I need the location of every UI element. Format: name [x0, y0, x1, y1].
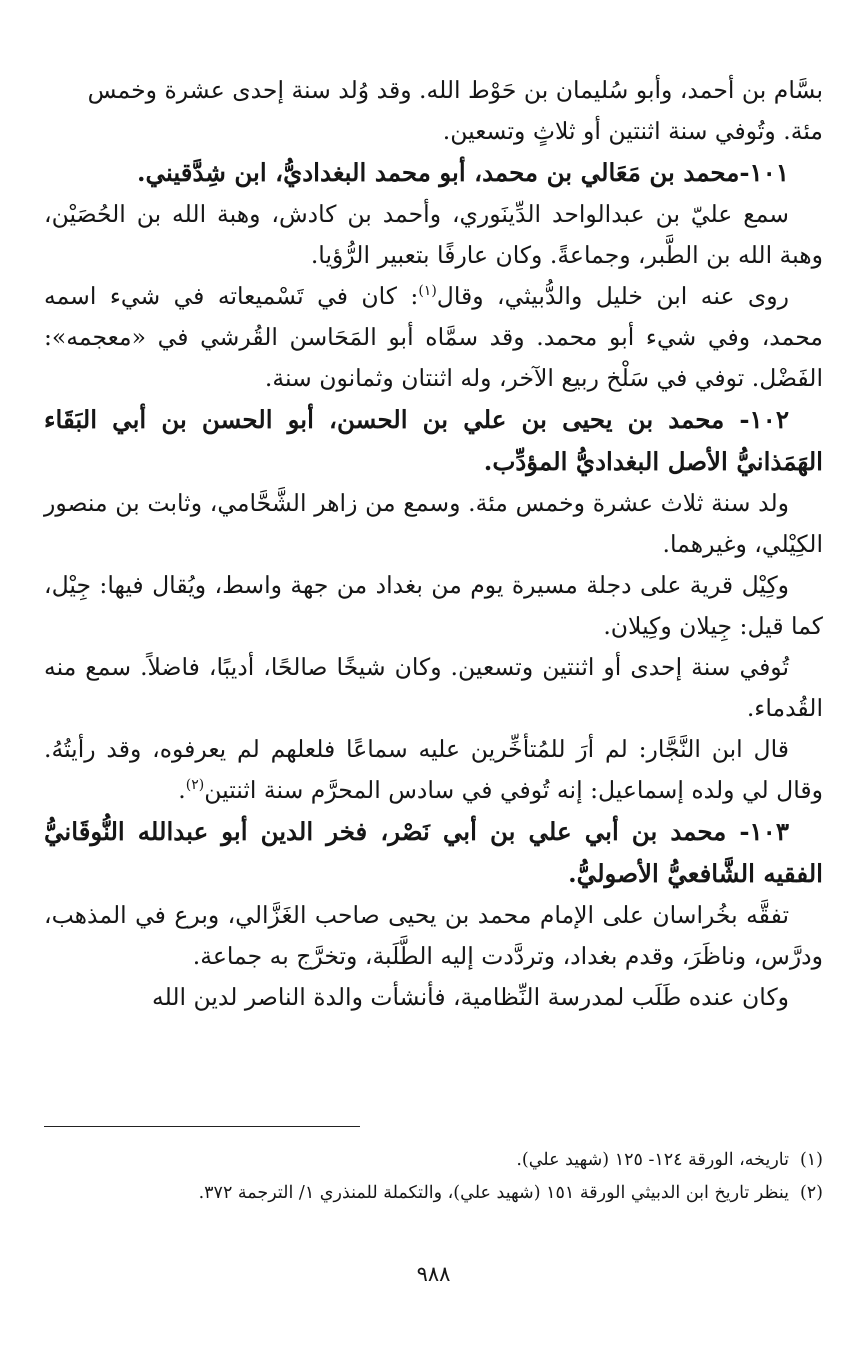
entry-102-paragraph-4-start: قال ابن النَّجَّار: لم أرَ للمُتأخِّرين عليه سماعًا فلعلهم لم يعرفوه، وقد رأيتُهُ. وقال لي ولده إسماعيل: إنه تُوفي في سادس المحرَّم سنة اثنتين: [44, 735, 823, 804]
entry-102-paragraph-4-end: .: [178, 776, 186, 804]
entry-103-heading: ١٠٣- محمد بن أبي علي بن أبي نَصْر، فخر الدين أبو عبدالله النُّوقَانيُّ الفقيه الشَّافعيُّ الأصوليُّ.: [44, 817, 823, 888]
footnote-reference-1[interactable]: (١): [418, 283, 437, 300]
footnote-divider: [44, 1126, 360, 1127]
entry-101-paragraph-2-end: : كان في تَسْميعاته في شيء اسمه محمد، وفي شيء أبو محمد. وقد سمَّاه أبو المَحَاسن القُرشي في «معجمه»: الفَضْل. توفي في سَلْخ ربيع الآخر، وله اثنتان وثمانون سنة.: [44, 282, 823, 392]
footnote-2: [44, 1177, 823, 1210]
footnote-1: [44, 1144, 823, 1177]
footnote-2-text: ينظر تاريخ ابن الدبيثي الورقة ١٥١ (شهيد علي)، والتكملة للمنذري ١/ الترجمة ٣٧٢.: [198, 1183, 789, 1203]
entry-101-heading: ١٠١-محمد بن مَعَالي بن محمد، أبو محمد البغداديُّ، ابن شِدَّقيني.: [137, 158, 789, 187]
entry-103-paragraph-2: وكان عنده طَلَب لمدرسة النِّظامية، فأنشأت والدة الناصر لدين الله: [151, 983, 789, 1011]
entry-102-paragraph-3: تُوفي سنة إحدى أو اثنتين وتسعين. وكان شيخًا صالحًا، أديبًا، فاضلاً. سمع منه القُدماء.: [44, 653, 823, 722]
footnote-1-text: تاريخه، الورقة ١٢٤- ١٢٥ (شهيد علي).: [516, 1150, 789, 1170]
entry-102-paragraph-2: وكِيْل قرية على دجلة مسيرة يوم من بغداد من جهة واسط، ويُقال فيها: جِيْل، كما قيل: جِيلان وكِيلان.: [44, 571, 823, 640]
entry-101-paragraph-1: سمع عليّ بن عبدالواحد الدِّينَوري، وأحمد بن كادش، وهبة الله بن الحُصَيْن، وهبة الله بن الطَّبر، وجماعةً. وكان عارفًا بتعبير الرُّؤيا.: [44, 200, 823, 269]
footnote-reference-2[interactable]: (٢): [185, 777, 205, 794]
footnotes: [44, 1144, 823, 1210]
continuation-line-2: مئة. وتُوفي سنة اثنتين أو ثلاثٍ وتسعين.: [442, 117, 823, 145]
entry-103-paragraph-1: تفقَّه بخُراسان على الإمام محمد بن يحيى صاحب الغَزَّالي، وبرع في المذهب، ودرَّس، وناظَرَ، وقدم بغداد، وتردَّدت إليه الطَّلَبة، وتخرَّج به جماعة.: [44, 901, 823, 970]
continuation-line-1: بسَّام بن أحمد، وأبو سُليمان بن حَوْط الله. وقد وُلد سنة إحدى عشرة وخمس: [87, 76, 823, 104]
entry-101-paragraph-2: [44, 276, 823, 399]
entry-101-paragraph-2-start: روى عنه ابن خليل والدُّبيثي، وقال: [436, 282, 790, 310]
entry-102-heading: ١٠٢- محمد بن يحيى بن علي بن الحسن، أبو الحسن بن أبي البَقَاء الهَمَذانيُّ الأصل البغداديُّ المؤدِّب.: [44, 405, 823, 476]
footnote-2-number: (٢): [799, 1183, 823, 1203]
page-number: ٩٨٨: [416, 1262, 451, 1286]
main-text: [44, 70, 823, 1018]
entry-102-paragraph-1: ولد سنة ثلاث عشرة وخمس مئة. وسمع من زاهر الشَّحَّامي، وثابت بن منصور الكِيْلي، وغيرهما.: [44, 489, 823, 558]
entry-102-paragraph-4: [44, 729, 823, 811]
footnote-1-number: (١): [799, 1150, 823, 1170]
